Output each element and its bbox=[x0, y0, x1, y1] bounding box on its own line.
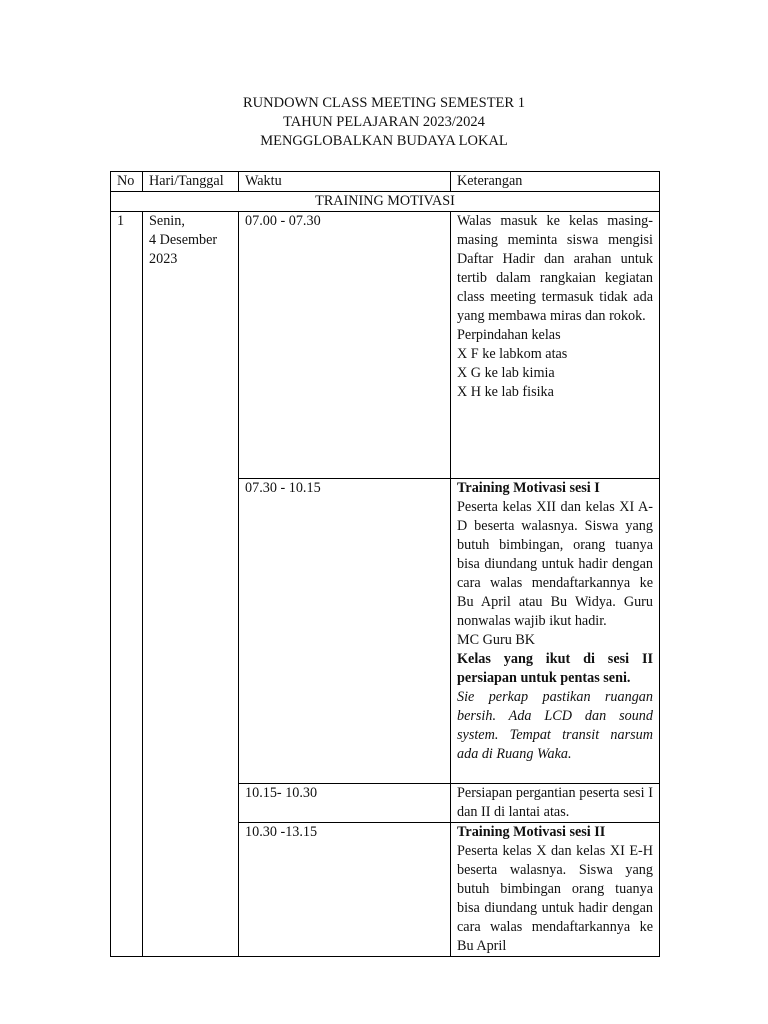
room-move-item: X F ke labkom atas bbox=[457, 346, 568, 362]
time-cell: 07.30 - 10.15 bbox=[239, 479, 451, 784]
header-no: No bbox=[111, 172, 143, 192]
description-text: Peserta kelas X dan kelas XI E-H beserta walasnya. Siswa yang butuh bimbingan orang tuanya bisa diundang untuk hadir dengan cara walas mendaftarkannya ke Bu April bbox=[457, 843, 653, 954]
day-name: Senin, bbox=[149, 213, 185, 229]
time-cell: 10.15- 10.30 bbox=[239, 784, 451, 823]
document-title bbox=[0, 94, 768, 151]
bold-note: Kelas yang ikut di sesi II persiapan untuk pentas seni. bbox=[457, 651, 653, 686]
room-move-item: X G ke lab kimia bbox=[457, 365, 555, 381]
description-cell bbox=[451, 823, 660, 957]
table-header-row bbox=[111, 172, 660, 192]
rundown-table bbox=[110, 171, 660, 957]
description-text: Peserta kelas XII dan kelas XI A-D beserta walasnya. Siswa yang butuh bimbingan, orang tuanya bisa diundang untuk hadir dengan cara walas mendaftarkannya ke Bu April atau Bu Widya. Guru nonwalas wajib ikut hadir. bbox=[457, 499, 653, 629]
day-year: 2023 bbox=[149, 251, 178, 267]
time-cell: 07.00 - 07.30 bbox=[239, 212, 451, 479]
header-waktu: Waktu bbox=[239, 172, 451, 192]
italic-note: Sie perkap pastikan ruangan bersih. Ada LCD dan sound system. Tempat transit narsum ada di Ruang Waka. bbox=[457, 689, 653, 762]
description-cell bbox=[451, 212, 660, 479]
section-title: TRAINING MOTIVASI bbox=[111, 192, 660, 212]
room-move-item: X H ke lab fisika bbox=[457, 384, 554, 400]
day-date: 4 Desember bbox=[149, 232, 218, 248]
row-number: 1 bbox=[111, 212, 143, 957]
room-move-title: Perpindahan kelas bbox=[457, 327, 561, 343]
title-line-2: TAHUN PELAJARAN 2023/2024 bbox=[283, 114, 485, 130]
description-text: Walas masuk ke kelas masing-masing meminta siswa mengisi Daftar Hadir dan arahan untuk tertib dalam rangkaian kegiatan class meeting termasuk tidak ada yang membawa miras dan rokok. bbox=[457, 213, 653, 324]
description-cell bbox=[451, 784, 660, 823]
title-line-1: RUNDOWN CLASS MEETING SEMESTER 1 bbox=[243, 95, 525, 111]
session-title: Training Motivasi sesi II bbox=[457, 824, 606, 840]
header-hari-tanggal: Hari/Tanggal bbox=[143, 172, 239, 192]
session-title: Training Motivasi sesi I bbox=[457, 480, 600, 496]
time-cell: 10.30 -13.15 bbox=[239, 823, 451, 957]
header-keterangan: Keterangan bbox=[451, 172, 660, 192]
title-line-3: MENGGLOBALKAN BUDAYA LOKAL bbox=[260, 133, 508, 149]
description-cell bbox=[451, 479, 660, 784]
day-date-cell bbox=[143, 212, 239, 957]
mc-note: MC Guru BK bbox=[457, 632, 536, 648]
section-row bbox=[111, 192, 660, 212]
table-row bbox=[111, 212, 660, 479]
description-text: Persiapan pergantian peserta sesi I dan II di lantai atas. bbox=[457, 785, 653, 820]
